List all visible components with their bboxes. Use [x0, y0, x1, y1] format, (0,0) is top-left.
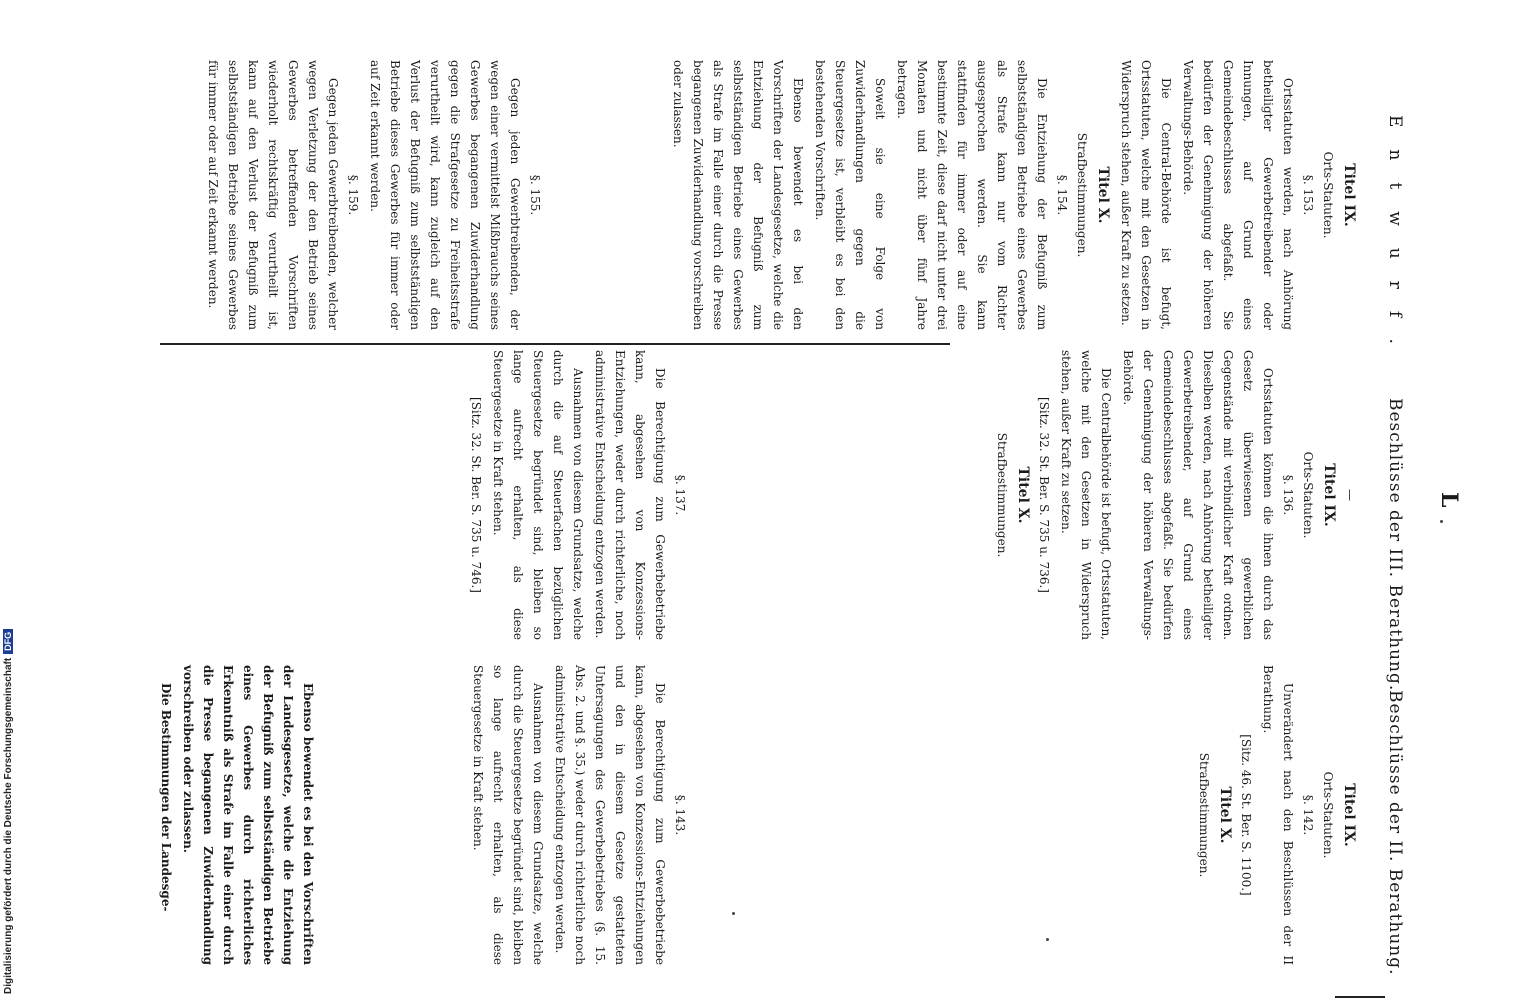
second-title-x: Titel X. — [1217, 786, 1233, 844]
entwurf-paragraph-154a: Die Entziehung der Befugniß zum selbstständigen Betriebe eines Gewerbes als Strafe kann nur vom Richter ausgesprochen werden. Sie kann stattfinden für immer oder auf eine bestimmte Zeit, diese darf nicht unter drei Monaten und nicht über fünf Jahre betragen. — [895, 60, 1049, 330]
entwurf-paragraph-153: Ortsstatuten werden, nach Anhörung betheiligter Gewerbetreibender oder Innungen, auf Grund eines Gemeindebeschlusses abgefaßt. Sie bedürfen der Genehmigung der höheren Verwaltungs-Behörde. — [1181, 60, 1295, 330]
third-paragraph-137: Die Berechtigung zum Gewerbebetriebe kann, abgesehen von Konzessions-Entziehungen, weder durch richterliche, noch administrative Entscheidung entzogen werden. — [593, 350, 667, 640]
third-title-x: Titel X. — [1015, 466, 1031, 524]
dfg-logo: DFG — [3, 629, 13, 654]
second-section-142: §. 142. — [1301, 794, 1315, 836]
third-section-137: §. 137. — [673, 474, 687, 516]
third-subtitle-x: Strafbestimmungen. — [995, 432, 1009, 558]
third-paragraph-exceptions: Ausnahmen von diesem Grundsatze, welche durch die auf Steuerfachen bezüglichen Steuergesetze begründet sind, bleiben so lange aufrecht erhalten, als diese Steuergesetze in Kraft stehen. — [491, 350, 585, 640]
entwurf-subtitle-ix: Orts-Statuten. — [1321, 151, 1335, 239]
third-column-b — [466, 350, 690, 640]
separator-entwurf-third — [160, 343, 950, 345]
second-paragraph-142: Unverändert nach den Beschlüssen der II Berathung. — [1261, 665, 1295, 965]
scan-speck — [1046, 938, 1049, 941]
second-paragraph-143a: Die Berechtigung zum Gewerbebetriebe kann, abgesehen von Konzessions-Entziehungen und den in diesem Gesetze gestatteten Untersagungen des Gewerbebetriebes (§. 15. Abs. 2. und §. 35.) weder durch richterliche noch administrative Entscheidung entzogen werden. — [553, 665, 667, 965]
second-title-ix: Titel IX. — [1341, 783, 1357, 847]
entwurf-paragraph-154b: Soweit sie eine Folge von Zuwiderhandlungen gegen die Steuergesetze ist, verbleibt es bei den bestehenden Vorschriften. — [813, 60, 887, 330]
second-subtitle-x: Strafbestimmungen. — [1197, 752, 1211, 878]
entwurf-paragraph-159: Gegen jeden Gewerbtreibenden, welcher wegen Verletzung der den Betrieb seines Gewerbes betreffenden Vorschriften wiederholt rechtskräftig verurtheilt ist, kann auf den Verlust der Befugniß zum selbstständigen Betriebe seines Gewerbes für immer oder auf Zeit erkannt werden. — [206, 60, 340, 330]
third-reference-a: [Sitz. 32. St. Ber. S. 735 u. 736.] — [1037, 397, 1051, 593]
third-paragraph-central: Die Centralbehörde ist befugt, Ortsstatuten, welche mit den Gesetzen in Widerspruch stehen, außer Kraft zu setzen. — [1059, 350, 1113, 640]
entwurf-section-159: §. 159. — [346, 174, 360, 216]
digitization-credit — [3, 629, 14, 994]
entwurf-section-155: §. 155. — [528, 174, 542, 216]
second-reference: [Sitz. 46. St. Ber. S. 1100.] — [1239, 734, 1253, 896]
header-third-reading: Beschlüsse der III. Berathung. — [1385, 398, 1405, 692]
digitization-credit-text: Digitalisierung gefördert durch die Deutsche Forschungsgemeinschaft — [3, 657, 14, 994]
second-paragraph-bold: Ebenso bewendet es bei den Vorschriften der Landesgesetze, welche die Entziehung der Befugniß zum selbstständigen Betriebe eines Gewerbes durch richterliches Erkenntniß als Strafe im Falle einer durch die Presse begangenen Zuwiderhandlung vorschreiben oder zulassen. — [181, 665, 315, 965]
second-paragraph-bold2: Die Bestimmungen der Landesge- — [159, 683, 173, 912]
second-paragraph-143b: Ausnahmen von diesem Grundsatze, welche durch die Steuergesetze begründet sind, bleiben so lange aufrecht erhalten, als diese Steuergesetze in Kraft stehen. — [471, 665, 545, 965]
entwurf-column-a — [666, 60, 1360, 330]
entwurf-section-154: §. 154. — [1055, 174, 1069, 216]
third-dash: — — [1343, 489, 1357, 501]
second-subtitle-ix: Orts-Statuten. — [1321, 771, 1335, 859]
header-entwurf: Entwurf. — [1385, 115, 1405, 366]
third-subtitle-ix: Orts-Statuten. — [1301, 451, 1315, 539]
header-second-reading: Beschlüsse der II. Berathung. — [1385, 690, 1405, 976]
scan-speck — [732, 912, 735, 915]
scan-speck — [1440, 520, 1443, 523]
separator-bottom — [1335, 996, 1385, 998]
entwurf-subtitle-x: Strafbestimmungen. — [1075, 132, 1089, 258]
third-column-a — [992, 350, 1360, 640]
third-section-136: §. 136. — [1281, 474, 1295, 516]
entwurf-paragraph-154c: Ebenso bewendet es bei den Vorschriften der Landesgesetze, welche die Entziehung der Befugniß zum selbstständigen Betriebe eines Gewerbes als Strafe im Falle einer durch die Presse begangenen Zuwiderhandlung vorschreiben oder zulassen. — [671, 60, 805, 330]
second-column-b — [466, 665, 690, 965]
entwurf-title-ix: Titel IX. — [1341, 163, 1357, 227]
entwurf-column-b — [201, 60, 545, 330]
second-column-a — [1194, 665, 1360, 965]
entwurf-title-x: Titel X. — [1095, 166, 1111, 224]
entwurf-section-153: §. 153. — [1301, 174, 1315, 216]
third-paragraph-136: Ortsstatuten können die ihnen durch das Gesetz überwiesenen gewerblichen Gegenstände mit verbindlicher Kraft ordnen. Dieselben werden, nach Anhörung betheiligter Gewerbetreibender, auf Grund eines Gemeindebeschlusses abgefaßt. Sie bedürfen der Genehmigung der höheren Verwaltungs-Behörde. — [1121, 350, 1275, 640]
second-column-c — [154, 665, 318, 965]
entwurf-paragraph-155: Gegen jeden Gewerbtreibenden, der wegen einer vermittelst Mißbrauchs seines Gewerbes begangenen Zuwiderhandlung gegen die Strafgesetze zu Freiheitsstrafe verurtheilt wird, kann zugleich auf den Verlust der Befugniß zum selbstständigen Betriebe dieses Gewerbes für immer oder auf Zeit erkannt werden. — [368, 60, 522, 330]
page-label: L — [1436, 492, 1462, 508]
second-section-143: §. 143. — [673, 794, 687, 836]
third-reference-b: [Sitz. 32. St. Ber. S. 735 u. 746.] — [469, 397, 483, 593]
entwurf-paragraph-central: Die Central-Behörde ist befugt, Ortsstatuten, welche mit den Gesetzen in Widerspruch stehen, außer Kraft zu setzen. — [1119, 60, 1173, 330]
third-title-ix: Titel IX. — [1321, 463, 1337, 527]
